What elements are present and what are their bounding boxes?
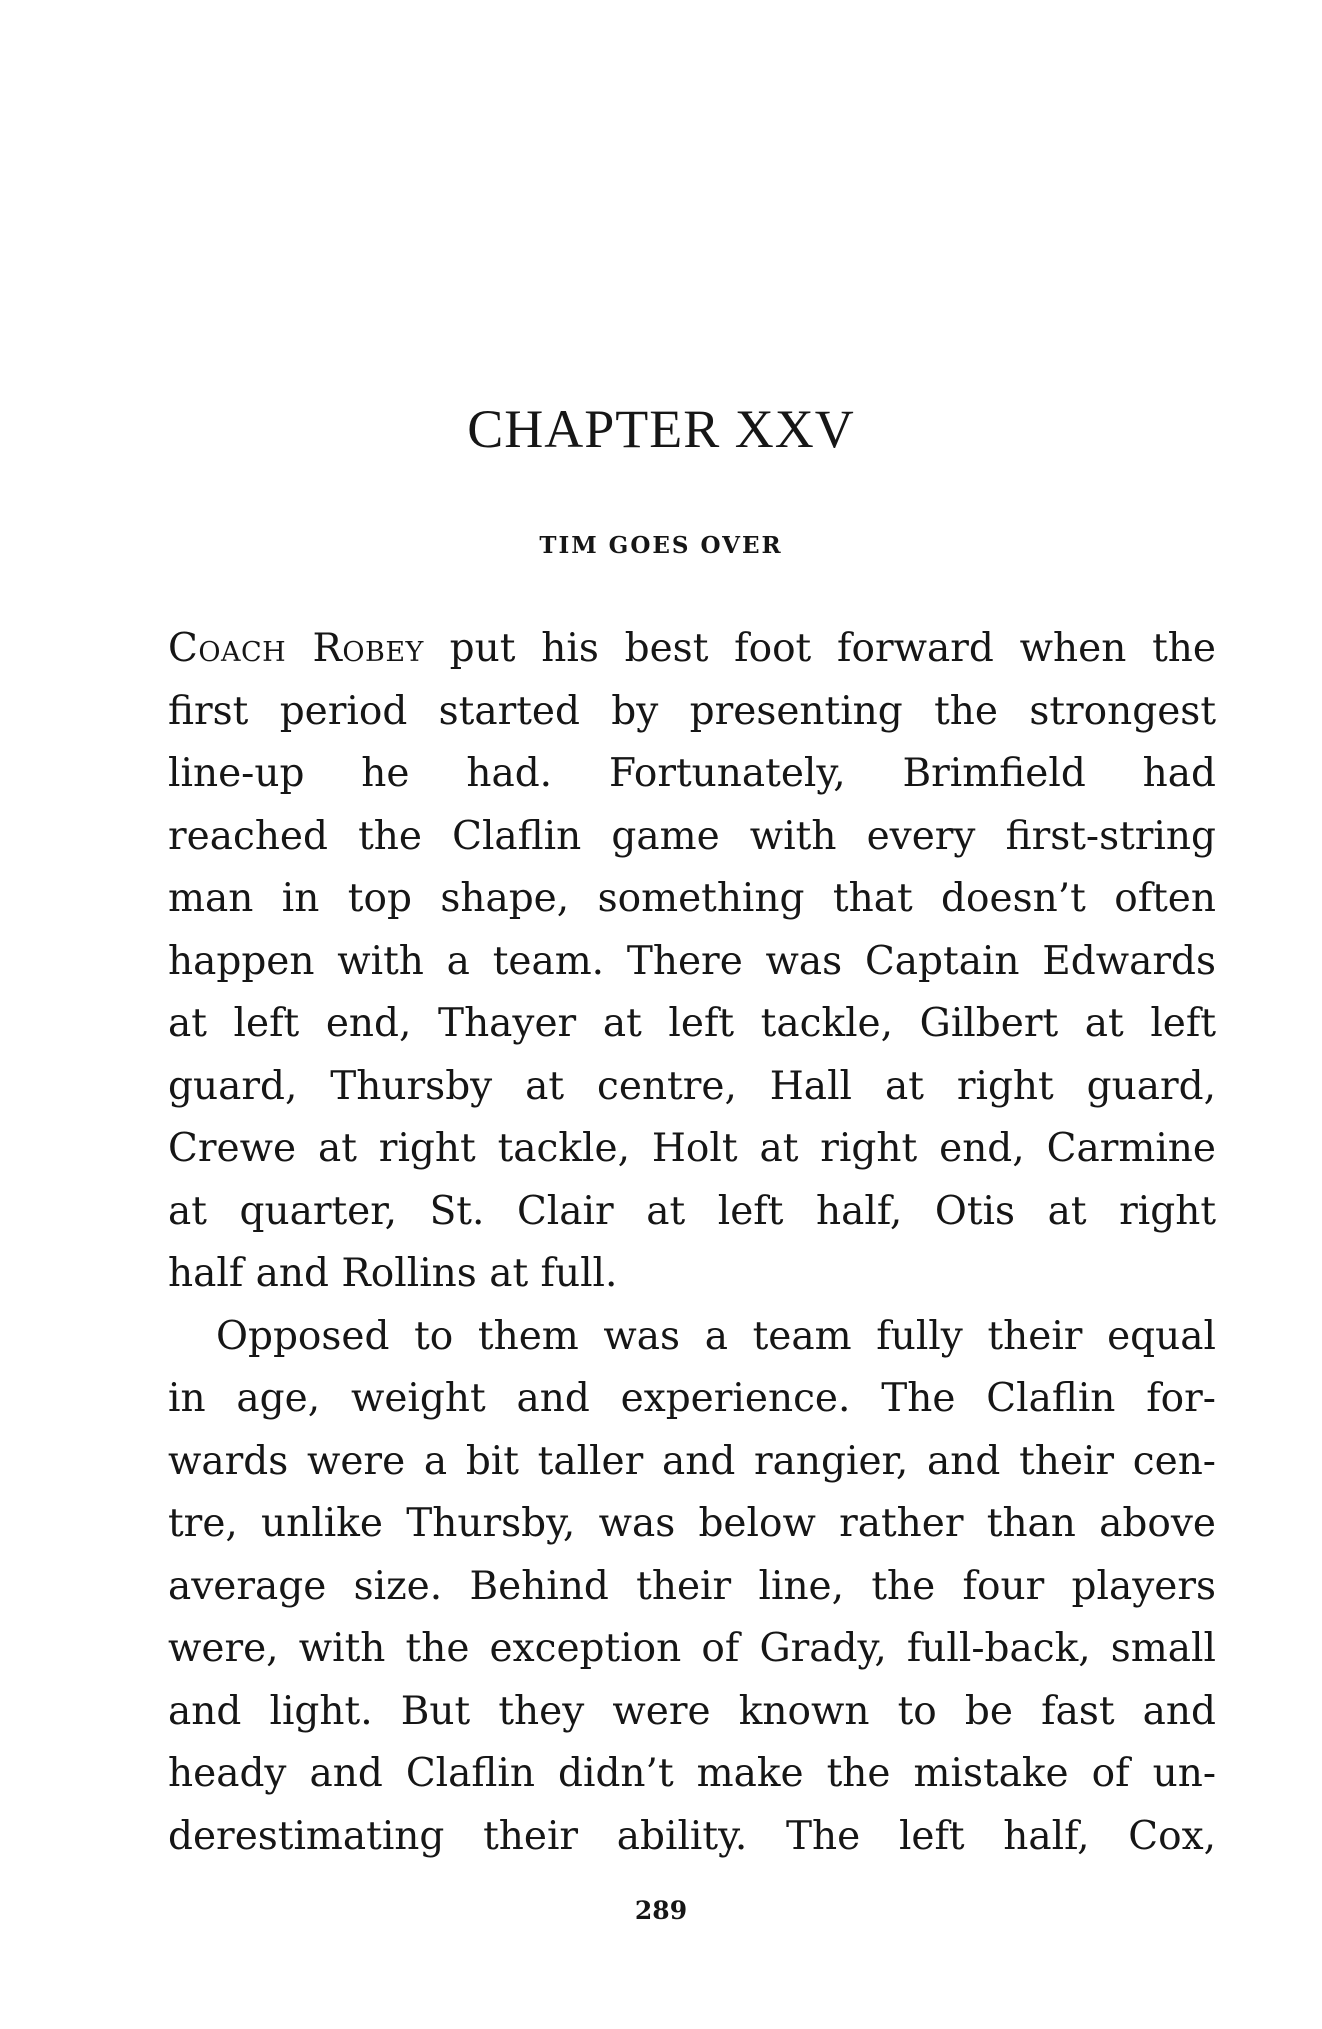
text-line: first period started by presenting the strongest xyxy=(168,688,1216,734)
text-line: at quarter, St. Clair at left half, Otis at right xyxy=(168,1188,1216,1234)
text-line: were, with the exception of Grady, full-back, small xyxy=(168,1626,1216,1671)
text-line: tre, unlike Thursby, was below rather than above xyxy=(168,1501,1216,1546)
page-number: 289 xyxy=(634,1896,688,1925)
text-line: Crewe at right tackle, Holt at right end, Carmine xyxy=(168,1126,1216,1171)
paragraph-1 xyxy=(168,618,1216,1306)
text-line: happen with a team. There was Captain Edwards xyxy=(168,938,1216,984)
chapter-body xyxy=(168,618,1216,1868)
text-line: line-up he had. Fortunately, Brimfield had xyxy=(168,751,1216,796)
chapter-title: TIM GOES OVER xyxy=(539,532,783,559)
text-line: and light. But they were known to be fast and xyxy=(168,1688,1216,1734)
chapter-number: CHAPTER XXV xyxy=(467,399,855,459)
text-line: in age, weight and experience. The Claflin for- xyxy=(168,1376,1216,1421)
text-line: guard, Thursby at centre, Hall at right guard, xyxy=(168,1063,1216,1109)
paragraph-2 xyxy=(168,1306,1216,1869)
text-line: man in top shape, something that doesn’t often xyxy=(168,876,1216,921)
text-line: derestimating their ability. The left half, Cox, xyxy=(168,1813,1216,1859)
text-line-rest: put his best foot forward when the xyxy=(449,626,1216,671)
text-line: reached the Claflin game with every first-string xyxy=(168,813,1216,859)
text-line: Opposed to them was a team fully their equal xyxy=(216,1313,1216,1359)
text-line: heady and Claflin didn’t make the mistake of un- xyxy=(168,1751,1216,1796)
text-line: at left end, Thayer at left tackle, Gilbert at left xyxy=(168,1001,1216,1046)
opening-name: Coach Robey xyxy=(168,626,424,671)
text-line: wards were a bit taller and rangier, and their cen- xyxy=(168,1438,1216,1484)
text-line: average size. Behind their line, the four players xyxy=(168,1563,1216,1609)
text-line: half and Rollins at full. xyxy=(168,1251,618,1296)
text-line xyxy=(168,618,1216,681)
